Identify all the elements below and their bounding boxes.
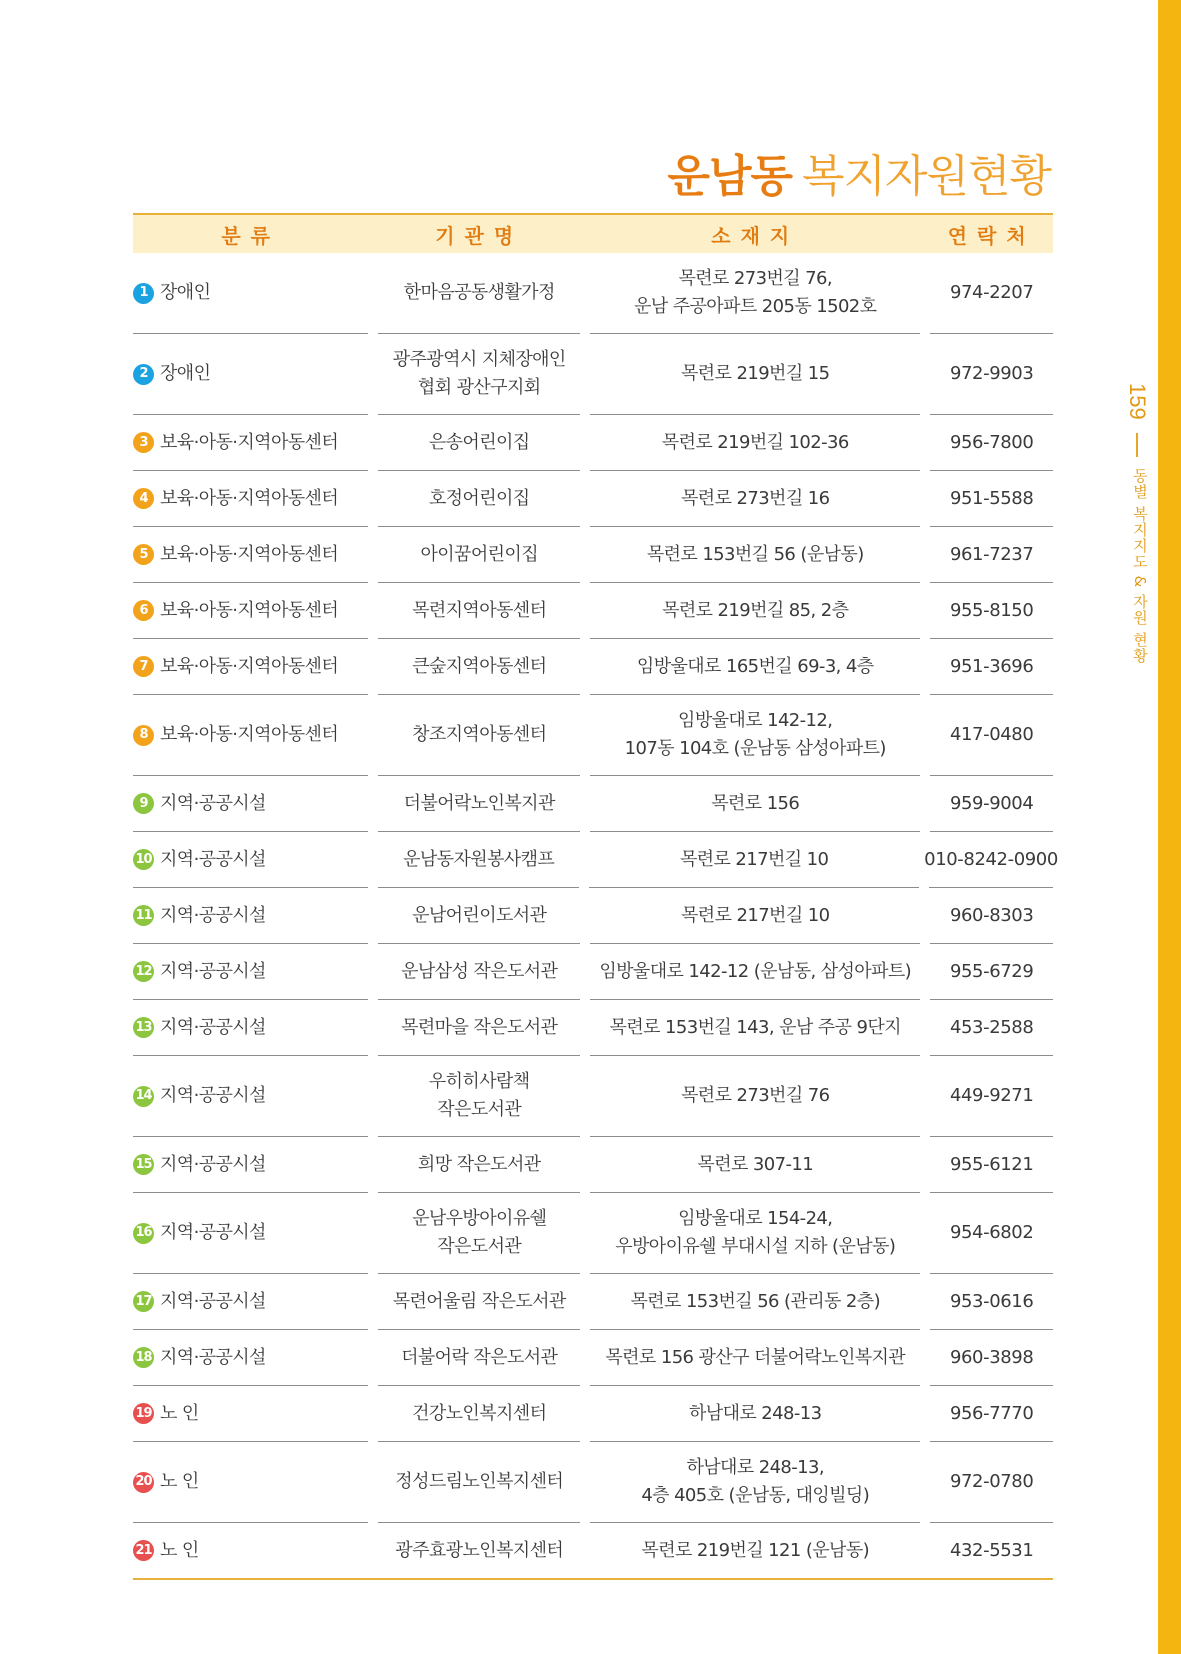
institution-cell bbox=[378, 944, 580, 1000]
category-cell bbox=[133, 1274, 368, 1330]
category-label: 지역·공공시설 bbox=[160, 1153, 266, 1175]
phone-cell: 955-8150 bbox=[930, 583, 1053, 639]
address-line: 목련로 153번길 56 (관리동 2층) bbox=[630, 1290, 880, 1312]
category-cell bbox=[133, 776, 368, 832]
address-line: 목련로 219번길 121 (운남동) bbox=[641, 1539, 870, 1561]
category-label: 지역·공공시설 bbox=[160, 792, 266, 814]
phone-cell: 010-8242-0900 bbox=[929, 832, 1053, 888]
category-cell bbox=[133, 415, 368, 471]
row-number-badge: 21 bbox=[133, 1540, 154, 1561]
header-address: 소재지 bbox=[711, 223, 800, 248]
table-row bbox=[133, 1137, 1053, 1193]
table-row bbox=[133, 415, 1053, 471]
address-cell bbox=[590, 1137, 920, 1193]
address-line: 목련로 273번길 76, bbox=[678, 268, 833, 289]
institution-cell bbox=[378, 1000, 580, 1056]
institution-line: 운남동자원봉사캠프 bbox=[403, 848, 555, 870]
category-label: 지역·공공시설 bbox=[160, 960, 266, 982]
institution-cell bbox=[378, 776, 580, 832]
address-line: 임방울대로 154-24, bbox=[678, 1208, 833, 1229]
phone-cell: 960-8303 bbox=[930, 888, 1053, 944]
category-cell bbox=[133, 888, 368, 944]
address-cell bbox=[590, 888, 920, 944]
address-cell bbox=[590, 639, 920, 695]
category-cell bbox=[133, 832, 368, 888]
category-label: 지역·공공시설 bbox=[160, 848, 266, 870]
table-row bbox=[133, 334, 1053, 415]
address-line: 목련로 217번길 10 bbox=[681, 904, 830, 926]
address-line: 목련로 219번길 85, 2층 bbox=[662, 599, 849, 621]
address-line: 4층 405호 (운남동, 대잉빌딩) bbox=[641, 1485, 870, 1506]
title-sub: 복지자원현황 bbox=[801, 151, 1051, 202]
phone-cell: 951-3696 bbox=[930, 639, 1053, 695]
institution-cell bbox=[378, 1442, 580, 1523]
row-number-badge: 12 bbox=[133, 961, 154, 982]
table-row bbox=[133, 1330, 1053, 1386]
row-number-badge: 17 bbox=[133, 1291, 154, 1312]
phone-cell: 955-6729 bbox=[930, 944, 1053, 1000]
category-cell bbox=[133, 334, 368, 415]
address-line: 목련로 219번길 15 bbox=[681, 363, 830, 384]
phone-cell: 956-7770 bbox=[930, 1386, 1053, 1442]
institution-cell bbox=[378, 1056, 580, 1137]
table-row bbox=[133, 776, 1053, 832]
header-category: 분류 bbox=[221, 223, 280, 248]
institution-line: 희망 작은도서관 bbox=[417, 1153, 541, 1175]
category-label: 보육·아동·지역아동센터 bbox=[160, 724, 339, 745]
row-number-badge: 4 bbox=[133, 488, 154, 509]
table-row bbox=[133, 253, 1053, 334]
side-divider bbox=[1136, 433, 1138, 457]
category-cell bbox=[133, 527, 368, 583]
category-label: 보육·아동·지역아동센터 bbox=[160, 487, 339, 509]
phone-cell: 961-7237 bbox=[930, 527, 1053, 583]
page-title bbox=[667, 140, 1051, 204]
address-line: 임방울대로 142-12, bbox=[678, 710, 833, 731]
row-number-badge: 19 bbox=[133, 1403, 154, 1424]
category-label: 노 인 bbox=[160, 1471, 199, 1492]
address-cell bbox=[590, 1330, 920, 1386]
institution-cell bbox=[378, 695, 580, 776]
address-line: 목련로 273번길 76 bbox=[681, 1085, 830, 1106]
address-cell bbox=[590, 415, 920, 471]
address-cell bbox=[590, 1274, 920, 1330]
category-label: 노 인 bbox=[160, 1539, 199, 1561]
category-label: 지역·공공시설 bbox=[160, 1222, 266, 1243]
category-label: 보육·아동·지역아동센터 bbox=[160, 543, 339, 565]
institution-cell bbox=[378, 639, 580, 695]
category-cell bbox=[133, 471, 368, 527]
institution-line: 창조지역아동센터 bbox=[412, 724, 547, 745]
table-row bbox=[133, 639, 1053, 695]
category-label: 지역·공공시설 bbox=[160, 1016, 266, 1038]
category-label: 보육·아동·지역아동센터 bbox=[160, 599, 339, 621]
row-number-badge: 11 bbox=[133, 905, 154, 926]
address-cell bbox=[589, 832, 919, 888]
address-cell bbox=[590, 583, 920, 639]
institution-line: 목련어울림 작은도서관 bbox=[392, 1290, 566, 1312]
table-body bbox=[133, 253, 1058, 1580]
category-cell bbox=[133, 253, 368, 334]
address-line: 목련로 217번길 10 bbox=[679, 848, 829, 870]
address-line: 하남대로 248-13 bbox=[689, 1402, 822, 1424]
table-row bbox=[133, 832, 1058, 888]
institution-cell bbox=[378, 253, 580, 334]
institution-line: 호정어린이집 bbox=[428, 487, 530, 509]
phone-cell: 453-2588 bbox=[930, 1000, 1053, 1056]
table-row bbox=[133, 1193, 1053, 1274]
institution-cell bbox=[378, 1386, 580, 1442]
table-row bbox=[133, 1056, 1053, 1137]
phone-cell: 417-0480 bbox=[930, 695, 1053, 776]
category-label: 장애인 bbox=[160, 363, 211, 384]
institution-cell bbox=[378, 527, 580, 583]
category-cell bbox=[133, 583, 368, 639]
category-label: 노 인 bbox=[160, 1402, 199, 1424]
category-cell bbox=[133, 1137, 368, 1193]
table-row bbox=[133, 471, 1053, 527]
table-row bbox=[133, 888, 1053, 944]
address-line: 목련로 156 bbox=[711, 792, 800, 814]
phone-cell: 959-9004 bbox=[930, 776, 1053, 832]
institution-line: 더불어락 작은도서관 bbox=[401, 1346, 558, 1368]
institution-line: 우히히사람책 bbox=[428, 1071, 530, 1092]
phone-cell: 954-6802 bbox=[930, 1193, 1053, 1274]
category-label: 보육·아동·지역아동센터 bbox=[160, 431, 339, 453]
address-cell bbox=[590, 334, 920, 415]
institution-line: 한마음공동생활가정 bbox=[403, 282, 555, 303]
institution-line: 아이꿈어린이집 bbox=[420, 543, 538, 565]
page-number: 159 bbox=[1125, 383, 1150, 420]
institution-cell bbox=[378, 583, 580, 639]
category-cell bbox=[133, 1330, 368, 1386]
institution-line: 광주효광노인복지센터 bbox=[395, 1539, 564, 1561]
phone-cell: 432-5531 bbox=[949, 1539, 1034, 1561]
table-row bbox=[133, 1523, 1053, 1578]
institution-line: 광주광역시 지체장애인 bbox=[392, 349, 566, 370]
table-row bbox=[133, 583, 1053, 639]
table-row bbox=[133, 695, 1053, 776]
header-phone: 연락처 bbox=[947, 223, 1036, 248]
header-institution: 기관명 bbox=[435, 223, 524, 248]
category-cell bbox=[133, 1000, 368, 1056]
row-number-badge: 10 bbox=[133, 849, 154, 870]
phone-cell: 972-0780 bbox=[930, 1442, 1053, 1523]
side-accent-bar bbox=[1158, 0, 1181, 1654]
address-line: 목련로 153번길 56 (운남동) bbox=[646, 543, 864, 565]
category-label: 지역·공공시설 bbox=[160, 1346, 266, 1368]
category-label: 보육·아동·지역아동센터 bbox=[160, 655, 339, 677]
institution-line: 은송어린이집 bbox=[428, 431, 530, 453]
institution-cell bbox=[378, 888, 580, 944]
row-number-badge: 5 bbox=[133, 544, 154, 565]
row-number-badge: 2 bbox=[133, 364, 154, 385]
row-number-badge: 18 bbox=[133, 1347, 154, 1368]
row-number-badge: 8 bbox=[133, 725, 154, 746]
institution-line: 운남삼성 작은도서관 bbox=[401, 960, 558, 982]
section-label: 동별 복지지도 & 자원 현황 bbox=[1131, 468, 1149, 664]
row-number-badge: 3 bbox=[133, 432, 154, 453]
institution-cell bbox=[378, 832, 579, 888]
address-line: 목련로 219번길 102-36 bbox=[661, 431, 849, 453]
institution-line: 협회 광산구지회 bbox=[417, 377, 541, 398]
address-cell bbox=[590, 1000, 920, 1056]
institution-line: 운남어린이도서관 bbox=[412, 904, 547, 926]
institution-cell bbox=[378, 1330, 580, 1386]
institution-line: 건강노인복지센터 bbox=[412, 1402, 547, 1424]
address-line: 하남대로 248-13, bbox=[686, 1457, 825, 1478]
institution-line: 더불어락노인복지관 bbox=[403, 792, 555, 814]
row-number-badge: 14 bbox=[133, 1086, 154, 1107]
institution-line: 목련지역아동센터 bbox=[412, 599, 547, 621]
address-line: 107동 104호 (운남동 삼성아파트) bbox=[624, 738, 886, 759]
category-cell bbox=[133, 1056, 368, 1137]
address-cell bbox=[590, 776, 920, 832]
institution-cell bbox=[378, 334, 580, 415]
address-line: 운남 주공아파트 205동 1502호 bbox=[634, 296, 877, 317]
table-row bbox=[133, 1274, 1053, 1330]
institution-line: 작은도서관 bbox=[437, 1236, 522, 1257]
institution-line: 작은도서관 bbox=[437, 1099, 522, 1120]
institution-line: 운남우방아이유쉘 bbox=[412, 1208, 547, 1229]
institution-cell bbox=[378, 1523, 580, 1578]
category-cell bbox=[133, 639, 368, 695]
phone-cell: 953-0616 bbox=[930, 1274, 1053, 1330]
address-cell bbox=[590, 1056, 920, 1137]
row-number-badge: 13 bbox=[133, 1017, 154, 1038]
category-cell bbox=[133, 1523, 368, 1578]
institution-cell bbox=[378, 1274, 580, 1330]
title-main: 운남동 bbox=[667, 151, 792, 202]
row-number-badge: 1 bbox=[133, 283, 154, 304]
address-line: 임방울대로 142-12 (운남동, 삼성아파트) bbox=[599, 960, 912, 982]
address-line: 목련로 153번길 143, 운남 주공 9단지 bbox=[609, 1016, 901, 1038]
row-number-badge: 7 bbox=[133, 656, 154, 677]
phone-cell: 449-9271 bbox=[930, 1056, 1053, 1137]
table-row bbox=[133, 1000, 1053, 1056]
address-cell bbox=[590, 471, 920, 527]
category-cell bbox=[133, 1442, 368, 1523]
address-cell bbox=[590, 1386, 920, 1442]
institution-line: 정성드림노인복지센터 bbox=[395, 1471, 564, 1492]
row-number-badge: 16 bbox=[133, 1223, 154, 1244]
address-cell bbox=[590, 944, 920, 1000]
institution-cell bbox=[378, 415, 580, 471]
row-number-badge: 20 bbox=[133, 1472, 154, 1493]
table-row bbox=[133, 1442, 1053, 1523]
address-line: 목련로 273번길 16 bbox=[681, 487, 830, 509]
table-row bbox=[133, 527, 1053, 583]
category-label: 지역·공공시설 bbox=[160, 1290, 266, 1312]
category-label: 장애인 bbox=[160, 282, 211, 303]
institution-line: 목련마을 작은도서관 bbox=[401, 1016, 558, 1038]
phone-cell: 955-6121 bbox=[930, 1137, 1053, 1193]
phone-cell: 974-2207 bbox=[930, 253, 1053, 334]
category-cell bbox=[133, 1386, 368, 1442]
institution-cell bbox=[378, 471, 580, 527]
table-row bbox=[133, 944, 1053, 1000]
address-line: 목련로 307-11 bbox=[697, 1153, 814, 1175]
address-line: 임방울대로 165번길 69-3, 4층 bbox=[636, 655, 874, 677]
row-number-badge: 6 bbox=[133, 600, 154, 621]
address-cell bbox=[590, 695, 920, 776]
row-number-badge: 9 bbox=[133, 793, 154, 814]
category-cell bbox=[133, 944, 368, 1000]
category-label: 지역·공공시설 bbox=[160, 1085, 266, 1106]
institution-cell bbox=[378, 1137, 580, 1193]
address-cell bbox=[590, 1193, 920, 1274]
welfare-resource-table bbox=[133, 213, 1058, 1580]
phone-cell: 960-3898 bbox=[930, 1330, 1053, 1386]
institution-cell bbox=[378, 1193, 580, 1274]
category-label: 지역·공공시설 bbox=[160, 904, 266, 926]
institution-line: 큰숲지역아동센터 bbox=[412, 655, 547, 677]
table-row bbox=[133, 1386, 1053, 1442]
address-cell bbox=[590, 253, 920, 334]
table-header bbox=[133, 213, 1053, 253]
phone-cell: 951-5588 bbox=[930, 471, 1053, 527]
address-cell bbox=[590, 1523, 920, 1578]
address-cell bbox=[590, 527, 920, 583]
phone-cell: 956-7800 bbox=[930, 415, 1053, 471]
address-line: 목련로 156 광산구 더불어락노인복지관 bbox=[605, 1346, 906, 1368]
category-cell bbox=[133, 1193, 368, 1274]
address-line: 우방아이유쉘 부대시설 지하 (운남동) bbox=[615, 1236, 896, 1257]
row-number-badge: 15 bbox=[133, 1154, 154, 1175]
address-cell bbox=[590, 1442, 920, 1523]
phone-cell: 972-9903 bbox=[930, 334, 1053, 415]
category-cell bbox=[133, 695, 368, 776]
